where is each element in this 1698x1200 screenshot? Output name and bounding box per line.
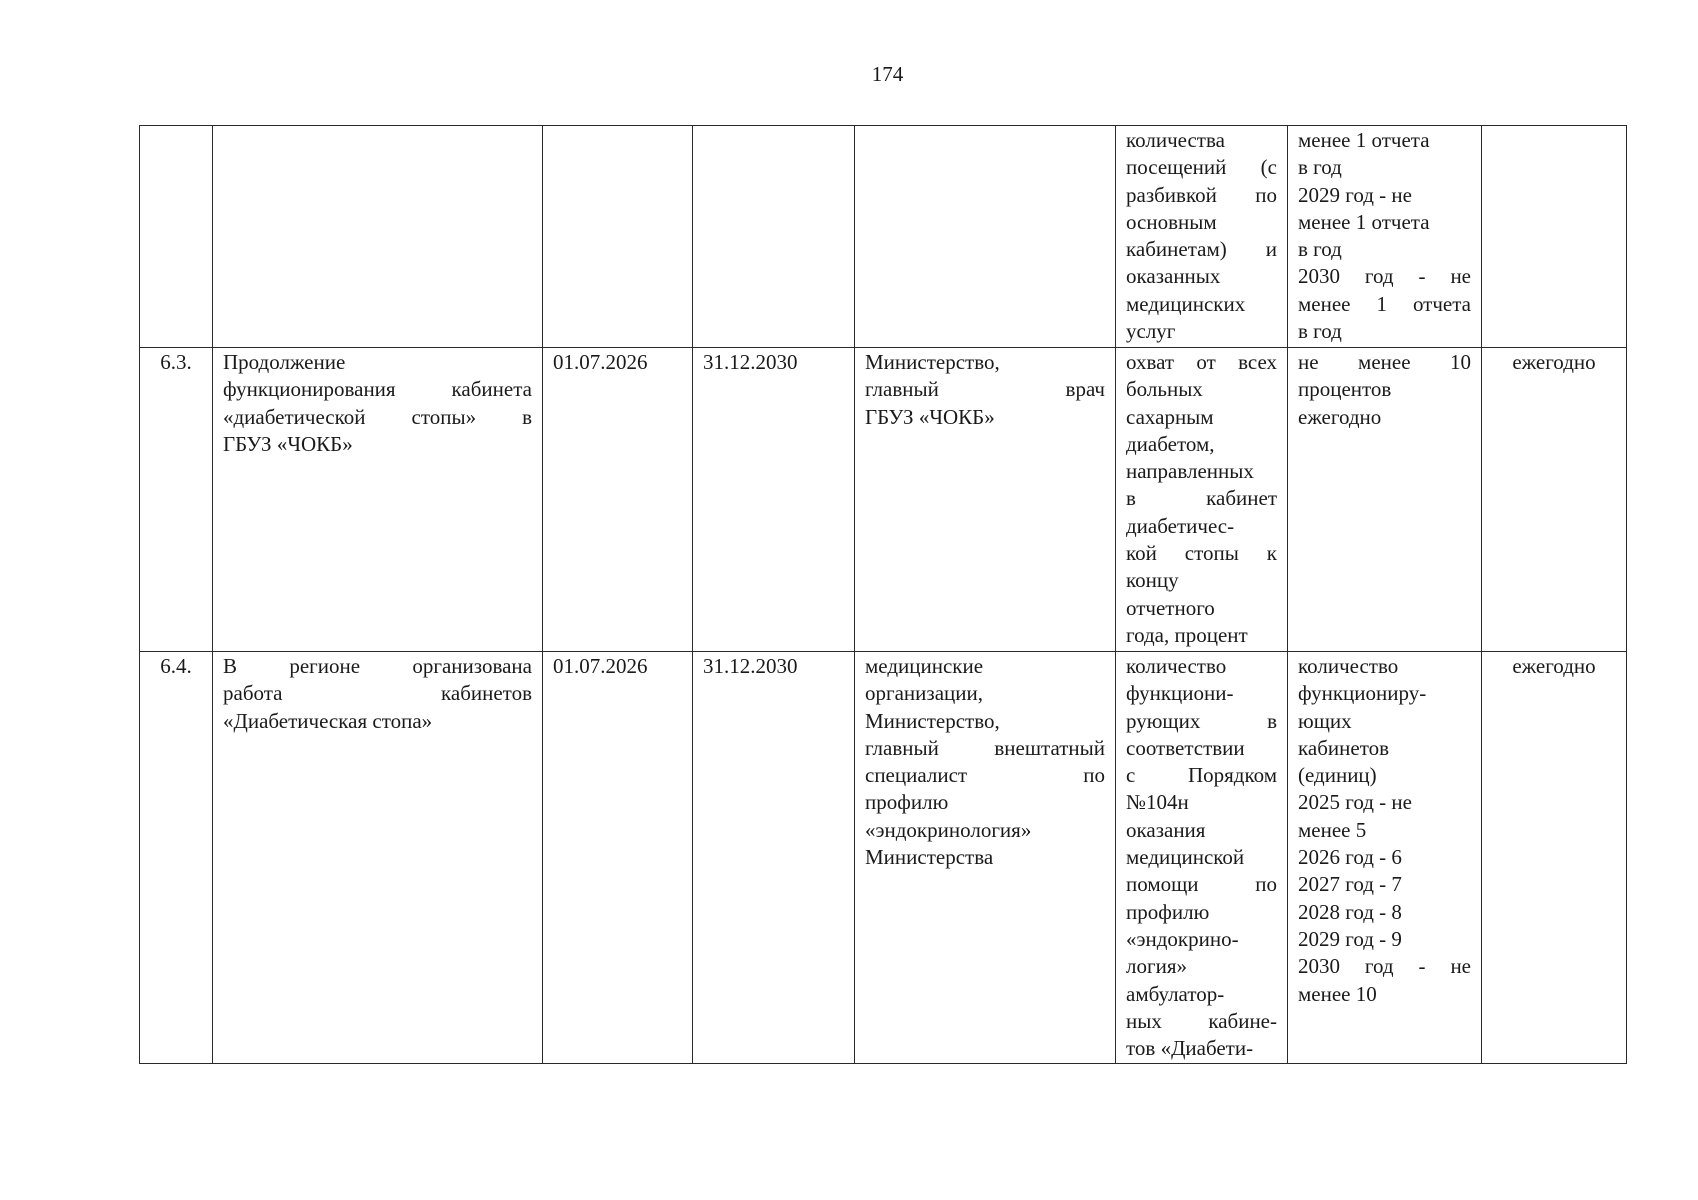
cell-action [213, 652, 543, 1064]
cell-responsible [855, 126, 1116, 348]
cell-text-word: концу [1126, 568, 1179, 593]
cell-text-line [1298, 899, 1471, 926]
cell-text-word: в год [1298, 237, 1342, 262]
cell-responsible [855, 652, 1116, 1064]
cell-number: 6.4. [140, 652, 213, 1064]
cell-text-word: «диабетической [223, 404, 366, 429]
cell-text-word: «эндокринология» [865, 817, 1032, 842]
cell-text-line [1126, 182, 1277, 209]
cell-text-word: основным [1126, 209, 1217, 234]
cell-text-line [1298, 127, 1471, 154]
cell-text-word: кабинетам) [1126, 237, 1227, 262]
cell-text-word: направленных [1126, 459, 1254, 484]
cell-text-word: кабинетов [1298, 735, 1390, 760]
cell-text-line [1126, 209, 1277, 236]
cell-text-word: кабинетов [440, 681, 532, 706]
cell-text-word: кабинет [1206, 486, 1277, 511]
cell-text-word: функциони- [1126, 681, 1234, 706]
cell-text-word: 2028 год - 8 [1298, 899, 1402, 924]
cell-start-date: 01.07.2026 [543, 348, 693, 652]
cell-text-word: 10 [1450, 350, 1471, 374]
cell-text-word: функциониру- [1298, 681, 1427, 706]
cell-text-word: главный [865, 377, 939, 402]
cell-text-word: отчетного [1126, 595, 1215, 620]
cell-text-line [1126, 540, 1277, 567]
cell-text-word: менее 10 [1298, 981, 1377, 1006]
cell-text-line [1126, 263, 1277, 290]
cell-text-word: менее [1358, 350, 1411, 374]
cell-text-line [1126, 291, 1277, 318]
cell-text-word: посещений [1126, 155, 1227, 180]
cell-text-word: количество [1126, 654, 1227, 678]
cell-action [213, 348, 543, 652]
cell-text-line [1126, 127, 1277, 154]
cell-text-word: организована [412, 654, 532, 678]
cell-period: ежегодно [1482, 652, 1627, 1064]
cell-text-line [223, 404, 532, 431]
cell-text-word: охват [1126, 350, 1175, 374]
cell-text-word: помощи [1126, 872, 1199, 897]
cell-text-word: работа [223, 681, 283, 706]
cell-text-line [1298, 263, 1471, 290]
cell-text-word: 2029 год - 9 [1298, 926, 1402, 951]
cell-text-line [1298, 376, 1471, 403]
cell-text-word: к [1266, 541, 1277, 566]
cell-period: ежегодно [1482, 348, 1627, 652]
cell-text-line [865, 404, 1105, 431]
cell-text-word: (с [1260, 155, 1277, 180]
cell-text-word: год [1364, 954, 1394, 979]
cell-text-line [1126, 513, 1277, 540]
cell-text-word: 2026 год - 6 [1298, 845, 1402, 870]
cell-text-line [1126, 817, 1277, 844]
activities-table [139, 125, 1627, 1064]
cell-text-line [1298, 653, 1471, 680]
cell-text-line [1298, 817, 1471, 844]
cell-text-line [1298, 844, 1471, 871]
cell-text-line [865, 817, 1105, 844]
cell-text-line [1126, 844, 1277, 871]
cell-text-line [1298, 318, 1471, 345]
cell-text-line [1126, 485, 1277, 512]
cell-text-word: ГБУЗ «ЧОКБ» [865, 404, 995, 429]
table-row [140, 126, 1627, 348]
cell-text-word: диабетичес- [1126, 513, 1235, 538]
cell-text-line [1126, 595, 1277, 622]
cell-text-line [865, 349, 1105, 376]
cell-text-line [1126, 708, 1277, 735]
cell-text-line [1298, 404, 1471, 431]
cell-text-line [1298, 981, 1471, 1008]
cell-text-word: «Диабетическая стопа» [223, 708, 433, 733]
cell-text-word: разбивкой [1126, 182, 1217, 207]
cell-text-line [223, 431, 532, 458]
cell-text-word: 2027 год - 7 [1298, 872, 1402, 897]
cell-text-word: Порядком [1187, 763, 1277, 788]
cell-text-word: в год [1298, 319, 1342, 344]
cell-text-line [1126, 154, 1277, 181]
cell-text-word: соответствии [1126, 735, 1245, 760]
cell-text-word: (единиц) [1298, 763, 1377, 788]
cell-text-word: диабетом, [1126, 431, 1215, 456]
cell-text-line [1126, 871, 1277, 898]
cell-text-line [1298, 291, 1471, 318]
cell-text-line [865, 708, 1105, 735]
cell-text-word: тов «Диабети- [1126, 1036, 1254, 1061]
cell-text-line [1298, 236, 1471, 263]
cell-text-word: в [522, 404, 532, 429]
cell-text-word: количества [1126, 128, 1225, 152]
cell-text-word: ных [1126, 1008, 1162, 1033]
cell-text-word: медицинских [1126, 291, 1246, 316]
cell-text-word: стопы [1184, 541, 1239, 566]
cell-text-word: менее 1 отчета [1298, 128, 1430, 152]
cell-text-line [1126, 789, 1277, 816]
cell-text-word: оказания [1126, 817, 1206, 842]
cell-text-word: с [1126, 763, 1136, 788]
cell-text-word: рующих [1126, 708, 1201, 733]
cell-text-line [223, 349, 532, 376]
cell-text-word: в [1126, 486, 1136, 511]
cell-text-word: по [1255, 872, 1277, 897]
cell-text-line [1126, 953, 1277, 980]
cell-text-line [1126, 926, 1277, 953]
cell-text-line [223, 680, 532, 707]
cell-text-word: 2025 год - не [1298, 790, 1412, 815]
cell-text-line [1126, 349, 1277, 376]
cell-text-line [1298, 708, 1471, 735]
cell-text-line [223, 653, 532, 680]
cell-text-line [865, 376, 1105, 403]
cell-text-word: кабинета [451, 377, 532, 402]
cell-text-word: количество [1298, 654, 1399, 678]
cell-end-date: 31.12.2030 [693, 348, 855, 652]
cell-text-word: услуг [1126, 319, 1176, 344]
cell-text-word: от [1196, 350, 1216, 374]
cell-text-line [1298, 871, 1471, 898]
cell-indicator [1116, 348, 1288, 652]
cell-action [213, 126, 543, 348]
cell-text-line [865, 789, 1105, 816]
cell-text-line [1298, 680, 1471, 707]
cell-text-word: кабине- [1208, 1008, 1277, 1033]
cell-value [1288, 348, 1482, 652]
cell-text-word: Министерство, [865, 350, 1000, 374]
cell-text-line [1126, 622, 1277, 649]
cell-text-line [865, 762, 1105, 789]
cell-text-line [1126, 376, 1277, 403]
cell-text-line [1126, 431, 1277, 458]
cell-text-word: «эндокрино- [1126, 926, 1239, 951]
cell-text-word: не [1450, 954, 1471, 979]
cell-text-line [1298, 789, 1471, 816]
cell-text-word: Министерства [865, 845, 994, 870]
cell-text-line [1298, 154, 1471, 181]
cell-text-word: специалист [865, 763, 968, 788]
cell-text-word: ежегодно [1298, 404, 1382, 429]
page-number: 174 [871, 62, 904, 86]
cell-text-line [865, 680, 1105, 707]
cell-text-word: медицинские [865, 654, 984, 678]
cell-text-line [1126, 1008, 1277, 1035]
cell-start-date: 01.07.2026 [543, 652, 693, 1064]
cell-text-line [1126, 680, 1277, 707]
cell-text-line [1126, 318, 1277, 345]
cell-text-word: №104н [1126, 790, 1189, 815]
cell-text-word: медицинской [1126, 845, 1245, 870]
cell-text-line [865, 735, 1105, 762]
cell-text-line [1298, 735, 1471, 762]
cell-text-line [1126, 735, 1277, 762]
cell-text-word: года, процент [1126, 622, 1248, 647]
cell-text-word: год [1364, 264, 1394, 289]
cell-text-line [1298, 349, 1471, 376]
cell-text-word: в год [1298, 155, 1342, 180]
cell-text-line [1126, 1035, 1277, 1062]
cell-text-word: регионе [289, 654, 361, 678]
cell-indicator [1116, 652, 1288, 1064]
cell-text-word: стопы» [411, 404, 477, 429]
cell-text-word: профилю [1126, 899, 1210, 924]
cell-text-word: 2029 год - не [1298, 182, 1412, 207]
cell-text-word: В [223, 654, 238, 678]
cell-text-word: амбулатор- [1126, 981, 1225, 1006]
cell-value [1288, 652, 1482, 1064]
cell-text-word: 2030 [1298, 264, 1340, 289]
cell-text-word: логия» [1126, 954, 1187, 979]
cell-text-word: функционирования [223, 377, 396, 402]
cell-text-word: ГБУЗ «ЧОКБ» [223, 431, 353, 456]
cell-end-date: 31.12.2030 [693, 652, 855, 1064]
cell-text-line [1126, 404, 1277, 431]
cell-text-word: больных [1126, 377, 1203, 402]
cell-text-line [1298, 762, 1471, 789]
cell-text-word: Продолжение [223, 350, 346, 374]
cell-text-line [1126, 981, 1277, 1008]
cell-text-word: внештатный [994, 735, 1105, 760]
cell-text-word: кой [1126, 541, 1157, 566]
cell-text-line [1298, 182, 1471, 209]
cell-text-line [1126, 236, 1277, 263]
cell-text-word: по [1255, 182, 1277, 207]
cell-period [1482, 126, 1627, 348]
cell-text-line [1298, 209, 1471, 236]
cell-text-word: главный [865, 735, 939, 760]
cell-text-word: оказанных [1126, 264, 1221, 289]
cell-text-word: по [1083, 763, 1105, 788]
cell-text-word: в [1267, 708, 1277, 733]
cell-text-word: менее 5 [1298, 817, 1367, 842]
cell-text-line [1126, 653, 1277, 680]
cell-text-word: процентов [1298, 377, 1392, 402]
cell-text-line [1126, 762, 1277, 789]
cell-indicator [1116, 126, 1288, 348]
cell-text-word: Министерство, [865, 708, 1000, 733]
cell-text-word: 2030 [1298, 954, 1340, 979]
cell-text-word: менее 1 отчета [1298, 209, 1430, 234]
cell-text-line [1298, 926, 1471, 953]
cell-text-line [1126, 458, 1277, 485]
cell-text-word: профилю [865, 790, 949, 815]
cell-text-line [865, 844, 1105, 871]
cell-value [1288, 126, 1482, 348]
cell-responsible [855, 348, 1116, 652]
cell-text-line [865, 653, 1105, 680]
cell-text-word: не [1298, 350, 1319, 374]
table-row [140, 652, 1627, 1064]
cell-text-word: всех [1238, 350, 1277, 374]
cell-text-word: - [1418, 954, 1426, 979]
cell-number [140, 126, 213, 348]
cell-text-word: не [1450, 264, 1471, 289]
cell-text-word: ющих [1298, 708, 1352, 733]
cell-text-line [223, 708, 532, 735]
cell-start-date [543, 126, 693, 348]
cell-text-word: организации, [865, 681, 983, 706]
cell-text-line [1126, 567, 1277, 594]
cell-text-line [223, 376, 532, 403]
table-row [140, 348, 1627, 652]
cell-text-word: врач [1065, 377, 1105, 402]
cell-text-line [1126, 899, 1277, 926]
cell-text-line [1298, 953, 1471, 980]
cell-text-word: 1 [1376, 291, 1387, 316]
cell-text-word: - [1418, 264, 1426, 289]
cell-text-word: отчета [1412, 291, 1471, 316]
cell-text-word: и [1265, 237, 1277, 262]
cell-number: 6.3. [140, 348, 213, 652]
cell-text-word: менее [1298, 291, 1351, 316]
cell-end-date [693, 126, 855, 348]
cell-text-word: сахарным [1126, 404, 1214, 429]
